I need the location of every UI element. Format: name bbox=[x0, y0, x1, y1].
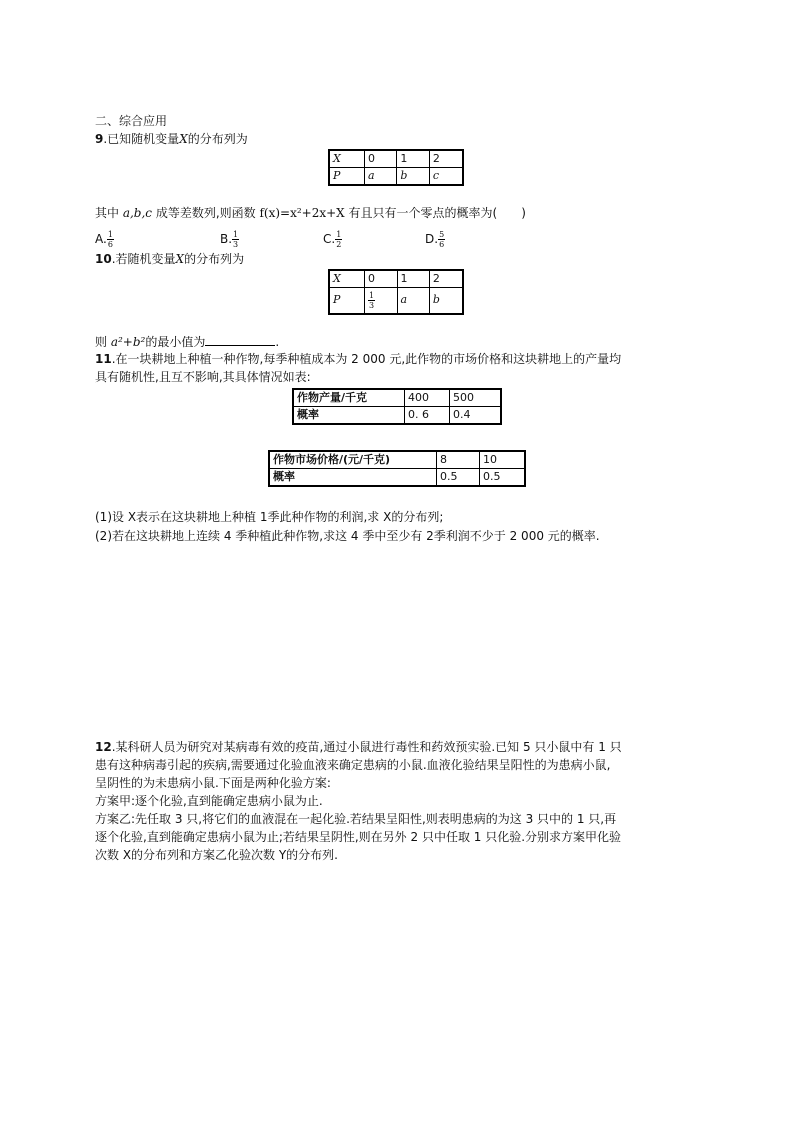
question-text: .在一块耕地上种植一种作物,每季种植成本为 2 000 元,此作物的市场价格和这块耕地上的产量均 bbox=[111, 352, 622, 366]
price-table bbox=[268, 450, 526, 487]
question-text: .某科研人员为研究对某病毒有效的疫苗,通过小鼠进行毒性和药效预实验.已知 5 只小鼠中有 1 只 bbox=[111, 740, 622, 754]
table-cell: X bbox=[329, 270, 365, 288]
table-row bbox=[269, 469, 525, 487]
question-12-line3: 呈阴性的为未患病小鼠.下面是两种化验方案: bbox=[95, 776, 331, 790]
table-cell: 0 bbox=[365, 150, 397, 168]
choice-a[interactable] bbox=[95, 230, 114, 249]
table-cell: 0.4 bbox=[450, 407, 502, 425]
question-text: 的分布列为 bbox=[187, 132, 248, 146]
table-cell: 1 bbox=[397, 270, 429, 288]
choice-label: D. bbox=[425, 232, 439, 246]
table-row bbox=[329, 168, 463, 186]
table-cell: 0.5 bbox=[437, 469, 480, 487]
choice-b[interactable] bbox=[220, 230, 239, 249]
table-cell: 1 bbox=[397, 150, 430, 168]
table-cell: 概率 bbox=[293, 407, 405, 425]
answer-blank[interactable] bbox=[205, 333, 275, 346]
table-cell: 400 bbox=[405, 389, 450, 407]
question-text: 的最小值为 bbox=[145, 335, 206, 349]
table-cell: a bbox=[365, 168, 397, 186]
question-text: . bbox=[275, 335, 280, 349]
question-text: .已知随机变量 bbox=[103, 132, 180, 146]
table-cell: 2 bbox=[429, 150, 463, 168]
question-11-part1: (1)设 X表示在这块耕地上种植 1季此种作物的利润,求 X的分布列; bbox=[95, 510, 444, 524]
fraction: $\frac{1}{2}$ bbox=[336, 230, 342, 249]
table-cell: 概率 bbox=[269, 469, 437, 487]
table-cell: 0.5 bbox=[480, 469, 526, 487]
table-cell: 500 bbox=[450, 389, 502, 407]
question-number: 11 bbox=[95, 352, 112, 366]
table-cell: P bbox=[329, 288, 365, 314]
question-text: 的分布列为 bbox=[184, 252, 245, 266]
question-10-stem bbox=[95, 251, 244, 267]
question-12-line6: 逐个化验,直到能确定患病小鼠为止;若结果呈阴性,则在另外 2 只中任取 1 只化验.分别求方案甲化验 bbox=[95, 830, 622, 844]
table-cell: c bbox=[429, 168, 463, 186]
table-row bbox=[293, 407, 501, 425]
question-text: 有且只有一个零点的概率为( ) bbox=[344, 206, 526, 220]
table-row bbox=[269, 451, 525, 469]
question-9-stem bbox=[95, 131, 248, 147]
question-text: 成等差数列,则函数 bbox=[152, 206, 260, 220]
choice-c[interactable] bbox=[323, 230, 342, 249]
expression: a²+b² bbox=[110, 335, 146, 349]
yield-table bbox=[292, 388, 502, 425]
fraction: $\frac{1}{3}$ bbox=[369, 290, 375, 310]
variables: a,b,c bbox=[122, 206, 153, 220]
choice-label: A. bbox=[95, 232, 107, 246]
table-cell: 10 bbox=[480, 451, 526, 469]
fraction: $\frac{1}{6}$ bbox=[107, 230, 113, 249]
table-cell bbox=[365, 288, 398, 314]
question-11-line1 bbox=[95, 351, 621, 367]
question-11-line2: 具有随机性,且互不影响,其具体情况如表: bbox=[95, 370, 311, 384]
choice-label: C. bbox=[323, 232, 336, 246]
question-text: 则 bbox=[95, 335, 111, 349]
variable: X bbox=[179, 132, 188, 146]
question-number: 12 bbox=[95, 740, 112, 754]
question-12-line4: 方案甲:逐个化验,直到能确定患病小鼠为止. bbox=[95, 794, 323, 808]
function-expression: f(x)=x²+2x+X bbox=[259, 206, 345, 220]
table-cell: 0 bbox=[365, 270, 398, 288]
choice-label: B. bbox=[220, 232, 233, 246]
choice-d[interactable] bbox=[425, 230, 445, 249]
question-text: 其中 bbox=[95, 206, 123, 220]
variable: X bbox=[175, 252, 185, 266]
table-cell: a bbox=[397, 288, 429, 314]
table-row bbox=[329, 150, 463, 168]
table-cell: 作物产量/千克 bbox=[293, 389, 405, 407]
question-12-line7: 次数 X的分布列和方案乙化验次数 Y的分布列. bbox=[95, 848, 338, 862]
fraction: $\frac{5}{6}$ bbox=[439, 230, 445, 249]
table-cell: 2 bbox=[429, 270, 463, 288]
table-cell: X bbox=[329, 150, 365, 168]
question-number: 10 bbox=[95, 252, 112, 266]
table-cell: P bbox=[329, 168, 365, 186]
question-12-line1 bbox=[95, 739, 622, 755]
distribution-table-9 bbox=[328, 149, 464, 186]
question-9-condition bbox=[95, 205, 526, 221]
section-title: 二、综合应用 bbox=[95, 114, 168, 128]
table-cell: b bbox=[429, 288, 463, 314]
question-text: .若随机变量 bbox=[111, 252, 176, 266]
table-cell: b bbox=[397, 168, 430, 186]
question-number: 9 bbox=[95, 132, 104, 146]
question-12-line5: 方案乙:先任取 3 只,将它们的血液混在一起化验.若结果呈阳性,则表明患病的为这 3 只中的 1 只,再 bbox=[95, 812, 617, 826]
table-row bbox=[329, 270, 463, 288]
question-10-ask bbox=[95, 333, 279, 350]
question-11-part2: (2)若在这块耕地上连续 4 季种植此种作物,求这 4 季中至少有 2季利润不少于 2 000 元的概率. bbox=[95, 529, 600, 543]
table-cell: 0. 6 bbox=[405, 407, 450, 425]
fraction: $\frac{1}{3}$ bbox=[233, 230, 239, 249]
question-12-line2: 患有这种病毒引起的疾病,需要通过化验血液来确定患病的小鼠.血液化验结果呈阳性的为患病小鼠, bbox=[95, 758, 611, 772]
table-cell: 作物市场价格/(元/千克) bbox=[269, 451, 437, 469]
table-row bbox=[329, 288, 463, 314]
table-row bbox=[293, 389, 501, 407]
table-cell: 8 bbox=[437, 451, 480, 469]
distribution-table-10 bbox=[328, 269, 464, 315]
